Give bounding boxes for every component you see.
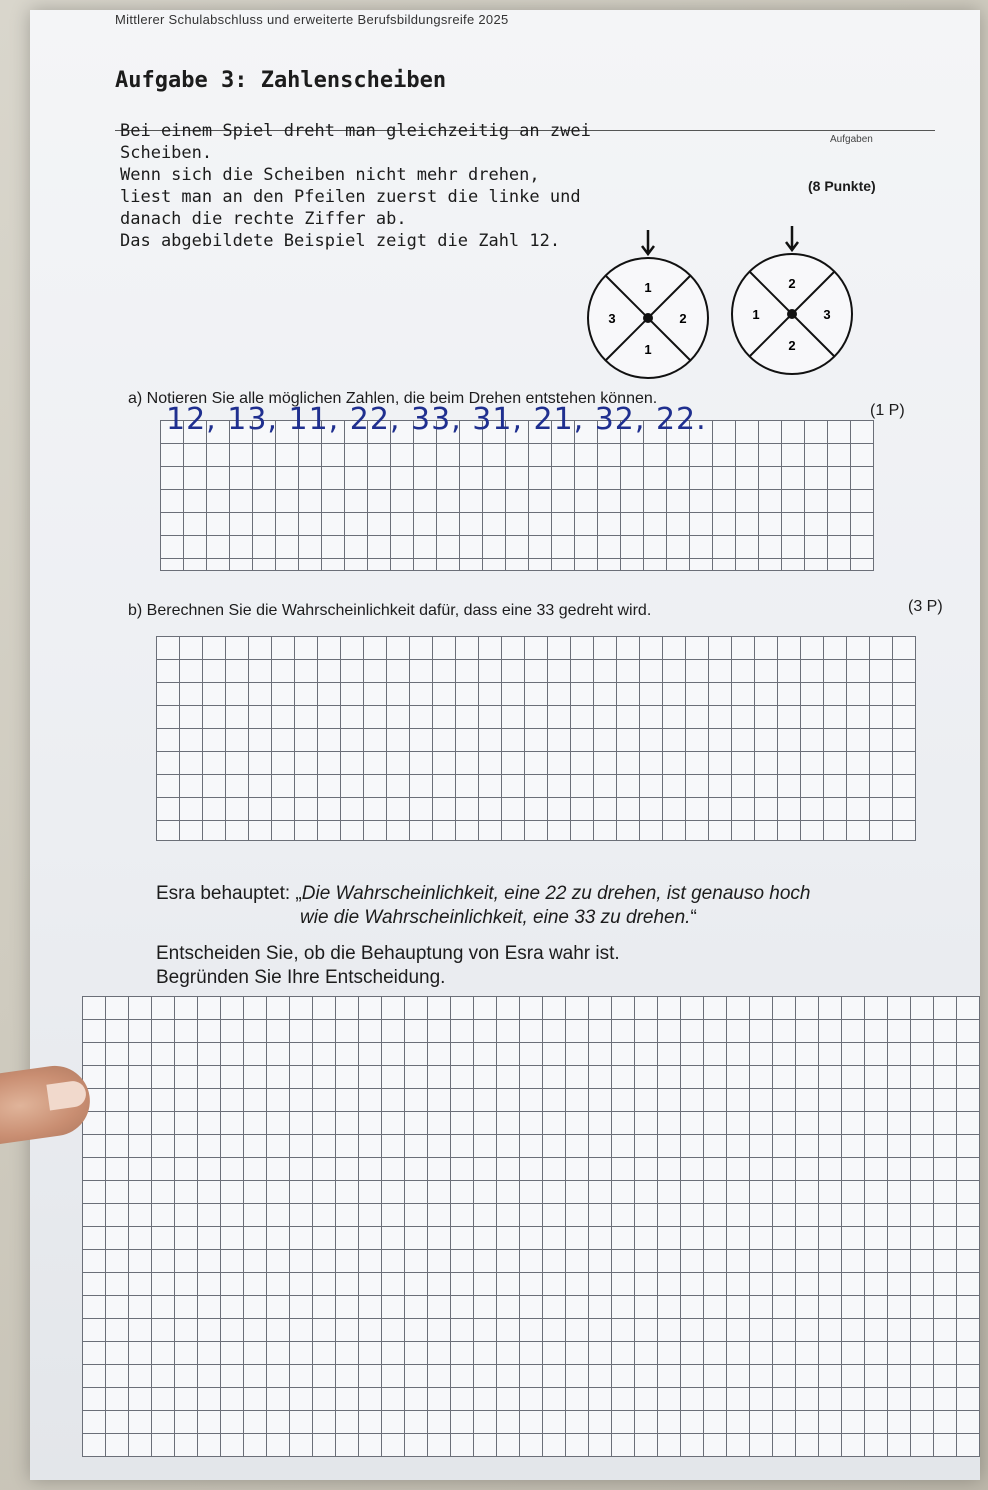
left-arrow-icon: [642, 230, 654, 254]
intro-line: Wenn sich die Scheiben nicht mehr drehen,: [120, 165, 540, 185]
header-school-line: Mittlerer Schulabschluss und erweiterte Berufsbildungsreife 2025: [115, 12, 509, 27]
right-disc-hub: [787, 309, 797, 319]
claim-intro: Esra behauptet: „: [156, 883, 302, 904]
part-b-points: (3 P): [908, 598, 943, 615]
intro-line: Das abgebildete Beispiel zeigt die Zahl 12.: [120, 231, 561, 251]
left-disc: [588, 230, 708, 378]
section-label: Aufgaben: [830, 134, 873, 145]
task-points: (8 Punkte): [808, 178, 876, 194]
part-a-points: (1 P): [870, 402, 905, 419]
claim-close: “: [690, 907, 697, 928]
claim-quote-1: Die Wahrscheinlichkeit, eine 22 zu drehen, ist genauso hoch: [301, 883, 811, 904]
intro-line: liest man an den Pfeilen zuerst die linke und: [120, 187, 581, 207]
claim-quote-2: wie die Wahrscheinlichkeit, eine 33 zu drehen.: [300, 907, 691, 928]
task-intro: [120, 120, 591, 252]
left-disc-left-number: 3: [608, 311, 616, 326]
left-disc-right-number: 2: [679, 311, 687, 326]
part-a-question: a) Notieren Sie alle möglichen Zahlen, die beim Drehen entstehen können.: [128, 390, 658, 407]
right-disc-left-number: 1: [752, 307, 760, 322]
right-disc-top-number: 2: [788, 276, 796, 291]
left-disc-bottom-number: 1: [644, 342, 652, 357]
claim-line-2: [300, 906, 697, 930]
intro-line: Scheiben.: [120, 143, 213, 163]
right-disc-bottom-number: 2: [788, 338, 796, 353]
claim-instruction-1: Entscheiden Sie, ob die Behauptung von Esra wahr ist.: [156, 943, 620, 964]
claim-line-1: [156, 882, 811, 906]
part-b-answer-grid[interactable]: [156, 636, 916, 841]
part-a-answer-grid[interactable]: [160, 420, 874, 571]
right-disc: [732, 226, 852, 374]
number-discs-figure: [570, 210, 870, 380]
left-disc-top-number: 1: [644, 280, 652, 295]
task-title: Aufgabe 3: Zahlenscheiben: [115, 68, 447, 93]
intro-line: danach die rechte Ziffer ab.: [120, 209, 407, 229]
left-disc-hub: [643, 313, 653, 323]
intro-line: Bei einem Spiel dreht man gleichzeitig an zwei: [120, 121, 591, 141]
part-b-question: b) Berechnen Sie die Wahrscheinlichkeit dafür, dass eine 33 gedreht wird.: [128, 602, 652, 619]
part-a-handwritten-answer: 12, 13, 11, 22, 33, 31, 21, 32, 22.: [166, 402, 707, 437]
right-disc-right-number: 3: [823, 307, 831, 322]
right-arrow-icon: [786, 226, 798, 250]
claim-answer-grid[interactable]: [82, 996, 980, 1457]
worksheet-page: [30, 10, 980, 1480]
claim-instruction-2: Begründen Sie Ihre Entscheidung.: [156, 967, 446, 988]
